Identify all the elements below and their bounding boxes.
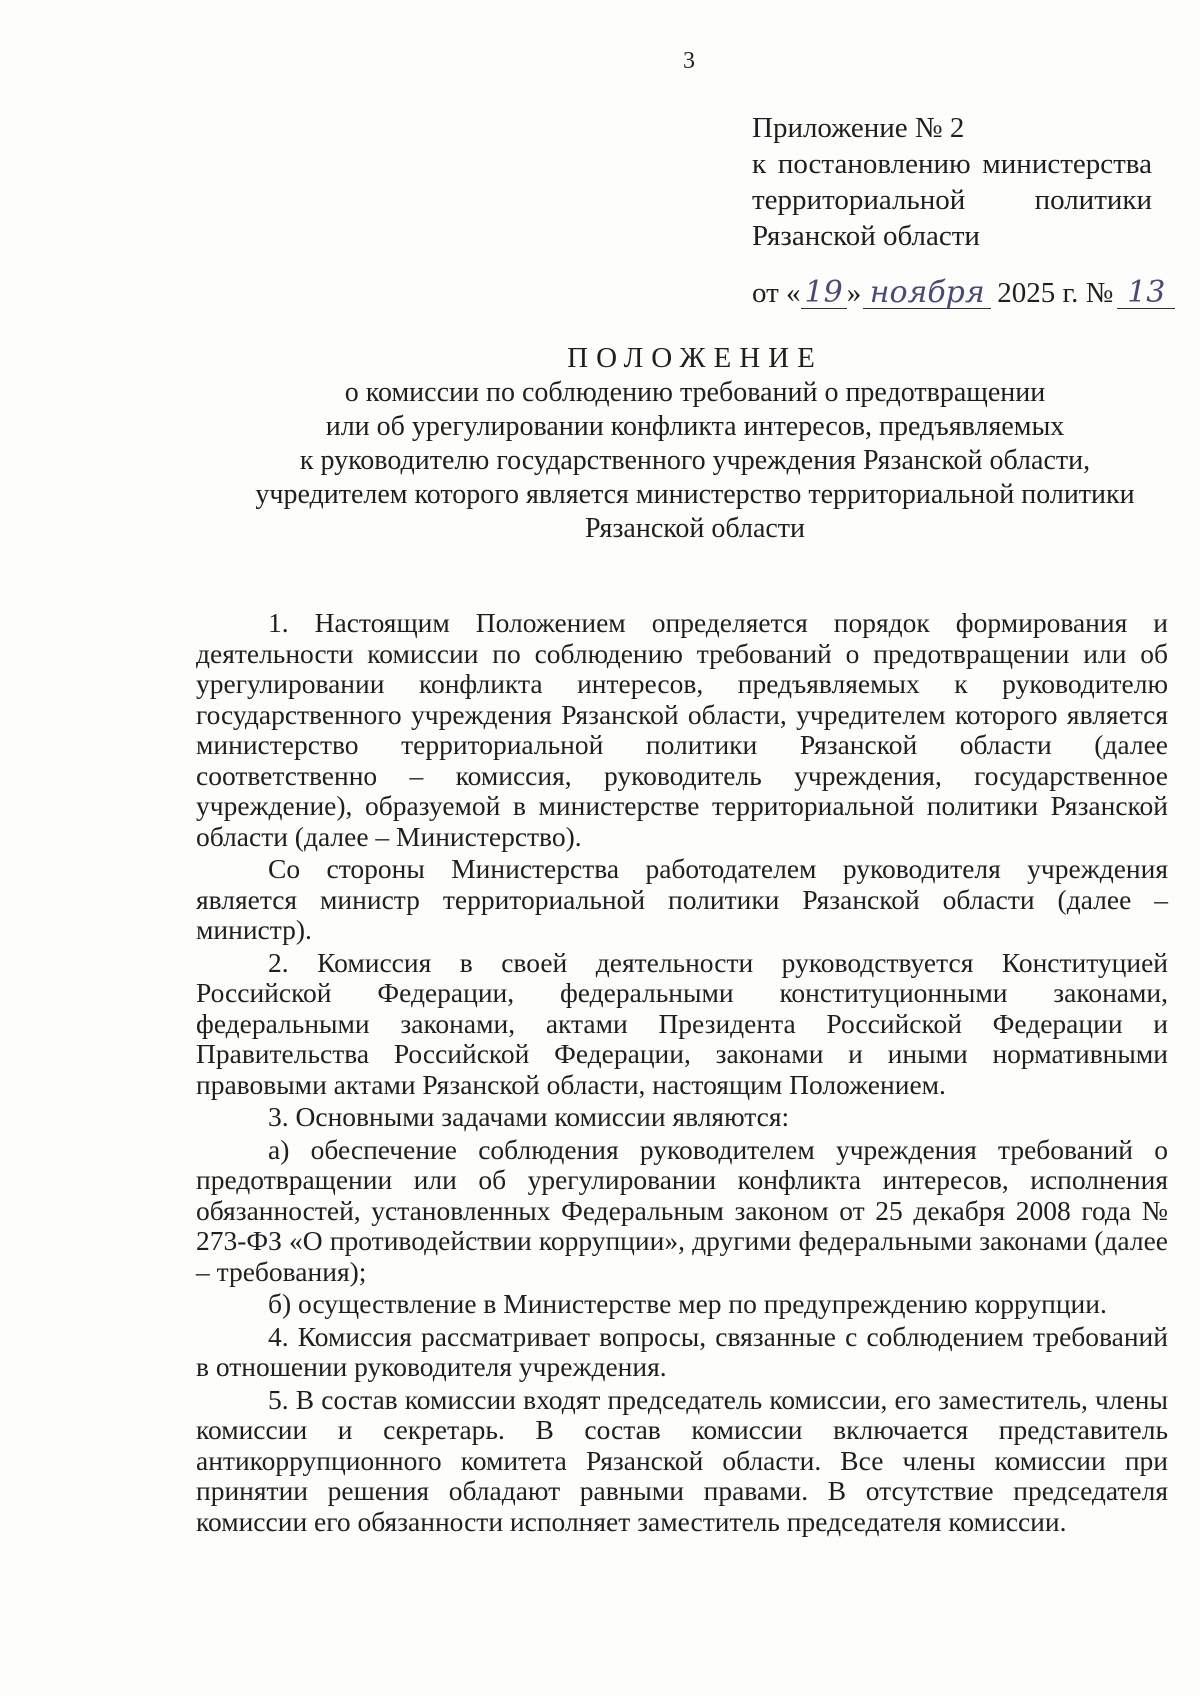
paragraph: 4. Комиссия рассматривает вопросы, связанные с соблюдением требований в отношении руководителя учреждения. bbox=[196, 1320, 1168, 1382]
handwritten-day: 19 bbox=[801, 278, 847, 309]
date-line bbox=[752, 275, 1172, 311]
appendix-line: Рязанской области bbox=[752, 220, 980, 252]
paragraph: а) обеспечение соблюдения руководителем учреждения требований о предотвращении или об урегулировании конфликта интересов, исполнения обязанностей, установленных Федеральным законом от 25 декабря 2008 года № 273-ФЗ «О противодействии коррупции», другими федеральными законами (далее – требования); bbox=[196, 1133, 1168, 1287]
document-body bbox=[196, 608, 1168, 1539]
paragraph: 1. Настоящим Положением определяется порядок формирования и деятельности комиссии по соблюдению требований о предотвращении или об урегулировании конфликта интересов, предъявляемых к руководителю государственного учреждения Рязанской области, учредителем которого является министерство территориальной политики Рязанской области (далее соответственно – комиссия, руководитель учреждения, государственное учреждение), образуемой в министерстве территориальной политики Рязанской области (далее – Министерство). bbox=[196, 607, 1168, 852]
document-title: ПОЛОЖЕНИЕ bbox=[567, 342, 823, 374]
paragraph: 2. Комиссия в своей деятельности руководствуется Конституцией Российской Федерации, федеральными конституционными законами, федеральными законами, актами Президента Российской Федерации и Правительства Российской Федерации, законами и иными нормативными правовыми актами Рязанской области, настоящим Положением. bbox=[196, 946, 1168, 1100]
date-close-quote: » bbox=[846, 277, 862, 309]
title-block bbox=[190, 340, 1200, 546]
paragraph: 3. Основными задачами комиссии являются: bbox=[268, 1101, 790, 1132]
appendix-block bbox=[752, 110, 1152, 254]
paragraph: 5. В состав комиссии входят председатель комиссии, его заместитель, члены комиссии и секретарь. В состав комиссии включается представитель антикоррупционного комитета Рязанской области. Все члены комиссии при принятии решения обладают равными правами. В отсутствие председателя комиссии его обязанности исполняет заместитель председателя комиссии. bbox=[196, 1383, 1168, 1537]
subtitle-line: к руководителю государственного учреждения Рязанской области, bbox=[299, 445, 1091, 476]
subtitle-line: Рязанской области bbox=[584, 513, 806, 544]
subtitle-line: о комиссии по соблюдению требований о предотвращении bbox=[344, 377, 1046, 408]
appendix-line: территориальной политики bbox=[752, 184, 1152, 216]
date-year: 2025 г. № bbox=[997, 277, 1114, 309]
date-prefix: от « bbox=[752, 277, 801, 309]
handwritten-number: 13 bbox=[1117, 278, 1175, 309]
subtitle-line: учредителем которого является министерство территориальной политики bbox=[255, 479, 1135, 510]
page-number: 3 bbox=[683, 48, 695, 74]
handwritten-month: ноября bbox=[863, 278, 991, 309]
subtitle-line: или об урегулировании конфликта интересов, предъявляемых bbox=[325, 411, 1065, 442]
paragraph: б) осуществление в Министерстве мер по предупреждению коррупции. bbox=[268, 1288, 1107, 1319]
appendix-line: к постановлению министерства bbox=[752, 148, 1152, 180]
paragraph: Со стороны Министерства работодателем руководителя учреждения является министр территориальной политики Рязанской области (далее – министр). bbox=[196, 853, 1168, 945]
appendix-line: Приложение № 2 bbox=[752, 112, 965, 144]
